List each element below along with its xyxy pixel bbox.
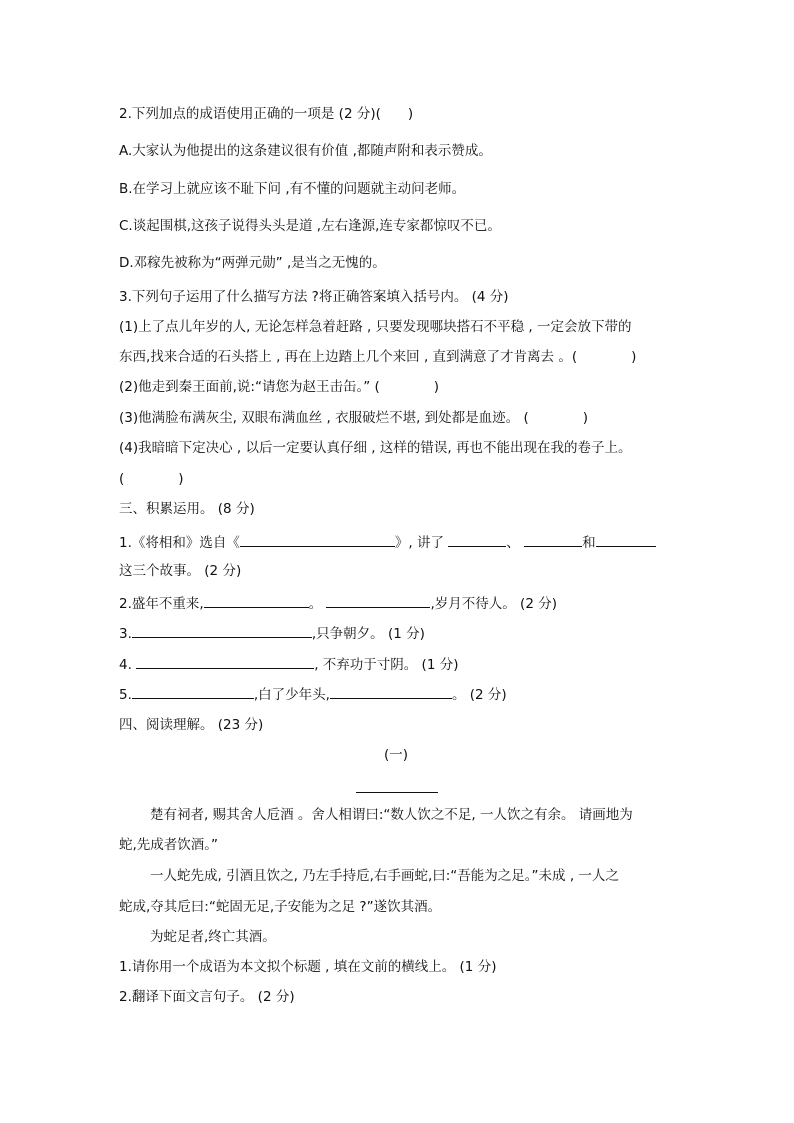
q3-sentence-3: (3)他满脸布满灰尘, 双眼布满血丝 , 衣服破烂不堪, 到处都是血迹。 ( ) [119, 410, 588, 426]
blank-poem-2[interactable] [326, 593, 430, 608]
sec3-q5-text-3: 。 (2 分) [451, 687, 507, 703]
q3-stem: 3.下列句子运用了什么描写方法 ?将正确答案填入括号内。 (4 分) [119, 289, 509, 305]
sec3-q5-text-1: 5. [119, 687, 132, 703]
sec3-q1-text-3: 、 [506, 535, 520, 551]
section-4-title: 四、阅读理解。 (23 分) [119, 717, 264, 733]
sec3-q4-line [119, 654, 458, 674]
blank-q5-2[interactable] [330, 684, 452, 699]
section-3-title: 三、积累运用。 (8 分) [119, 501, 255, 517]
blank-q4[interactable] [136, 654, 314, 669]
sec3-q1-line-2: 这三个故事。 (2 分) [119, 563, 242, 579]
blank-story-2[interactable] [524, 532, 582, 547]
sec3-q3-line [119, 623, 425, 643]
sec3-q3-text-2: ,只争朝夕。 (1 分) [311, 626, 425, 642]
blank-story-3[interactable] [596, 532, 656, 547]
sec4-q1: 1.请你用一个成语为本文拟个标题 , 填在文前的横线上。 (1 分) [119, 959, 497, 975]
q3-sentence-2: (2)他走到秦王面前,说:“请您为赵王击缶。” ( ) [119, 379, 440, 395]
sec3-q1-text-2: 》, 讲了 [394, 535, 444, 551]
passage-part-label: (一) [384, 747, 409, 763]
passage-para-2b: 蛇成,夺其卮曰:“蛇固无足,子安能为之足 ?”遂饮其酒。 [119, 899, 442, 915]
blank-book-title[interactable] [240, 532, 395, 547]
sec3-q1-text-4: 和 [582, 535, 596, 551]
q2-stem: 2.下列加点的成语使用正确的一项是 (2 分)( ) [119, 106, 414, 122]
passage-para-2a: 一人蛇先成, 引酒且饮之, 乃左手持卮,右手画蛇,曰:“吾能为之足。”未成 , 一人之 [150, 868, 619, 884]
sec3-q4-text-1: 4. [119, 657, 132, 673]
passage-para-1a: 楚有祠者, 赐其舍人卮酒 。舍人相谓曰:“数人饮之不足, 一人饮之有余。 请画地为 [150, 807, 633, 823]
sec3-q4-text-2: , 不弃功于寸阴。 (1 分) [314, 657, 459, 673]
sec3-q1-line [119, 532, 656, 552]
passage-title-blank[interactable] [356, 792, 438, 793]
sec3-q5-text-2: ,白了少年头, [253, 687, 330, 703]
q3-sentence-4a: (4)我暗暗下定决心 , 以后一定要认真仔细 , 这样的错误, 再也不能出现在我的卷子上。 [119, 440, 632, 456]
sec4-q2: 2.翻译下面文言句子。 (2 分) [119, 989, 295, 1005]
passage-para-3: 为蛇足者,终亡其酒。 [150, 929, 276, 945]
blank-q5-1[interactable] [132, 684, 254, 699]
q3-sentence-1b: 东西,找来合适的石头搭上 , 再在上边踏上几个来回 , 直到满意了才肯离去 。( ) [119, 349, 637, 365]
q2-option-b: B.在学习上就应该不耻下问 ,有不懂的问题就主动问老师。 [119, 181, 466, 197]
q2-option-a: A.大家认为他提出的这条建议很有价值 ,都随声附和表示赞成。 [119, 143, 492, 159]
blank-poem-1[interactable] [204, 593, 309, 608]
sec3-q2-text-2: 。 [308, 596, 323, 612]
sec3-q2-text-1: 2.盛年不重来, [119, 596, 204, 612]
q2-option-d: D.邓稼先被称为“两弹元勋” ,是当之无愧的。 [119, 255, 386, 271]
sec3-q1-text-1: 1.《将相和》选自《 [119, 535, 240, 551]
sec3-q5-line [119, 684, 507, 704]
blank-q3[interactable] [132, 623, 312, 638]
sec3-q2-line [119, 593, 557, 613]
sec3-q2-text-3: ,岁月不待人。 (2 分) [430, 596, 557, 612]
passage-para-1b: 蛇,先成者饮酒。” [119, 837, 219, 853]
q3-sentence-4b: ( ) [119, 471, 184, 487]
sec3-q3-text-1: 3. [119, 626, 132, 642]
blank-story-1[interactable] [448, 532, 506, 547]
q3-sentence-1a: (1)上了点儿年岁的人, 无论怎样急着赶路 , 只要发现哪块搭石不平稳 , 一定会放下带的 [119, 319, 632, 335]
q2-option-c: C.谈起围棋,这孩子说得头头是道 ,左右逢源,连专家都惊叹不已。 [119, 218, 501, 234]
